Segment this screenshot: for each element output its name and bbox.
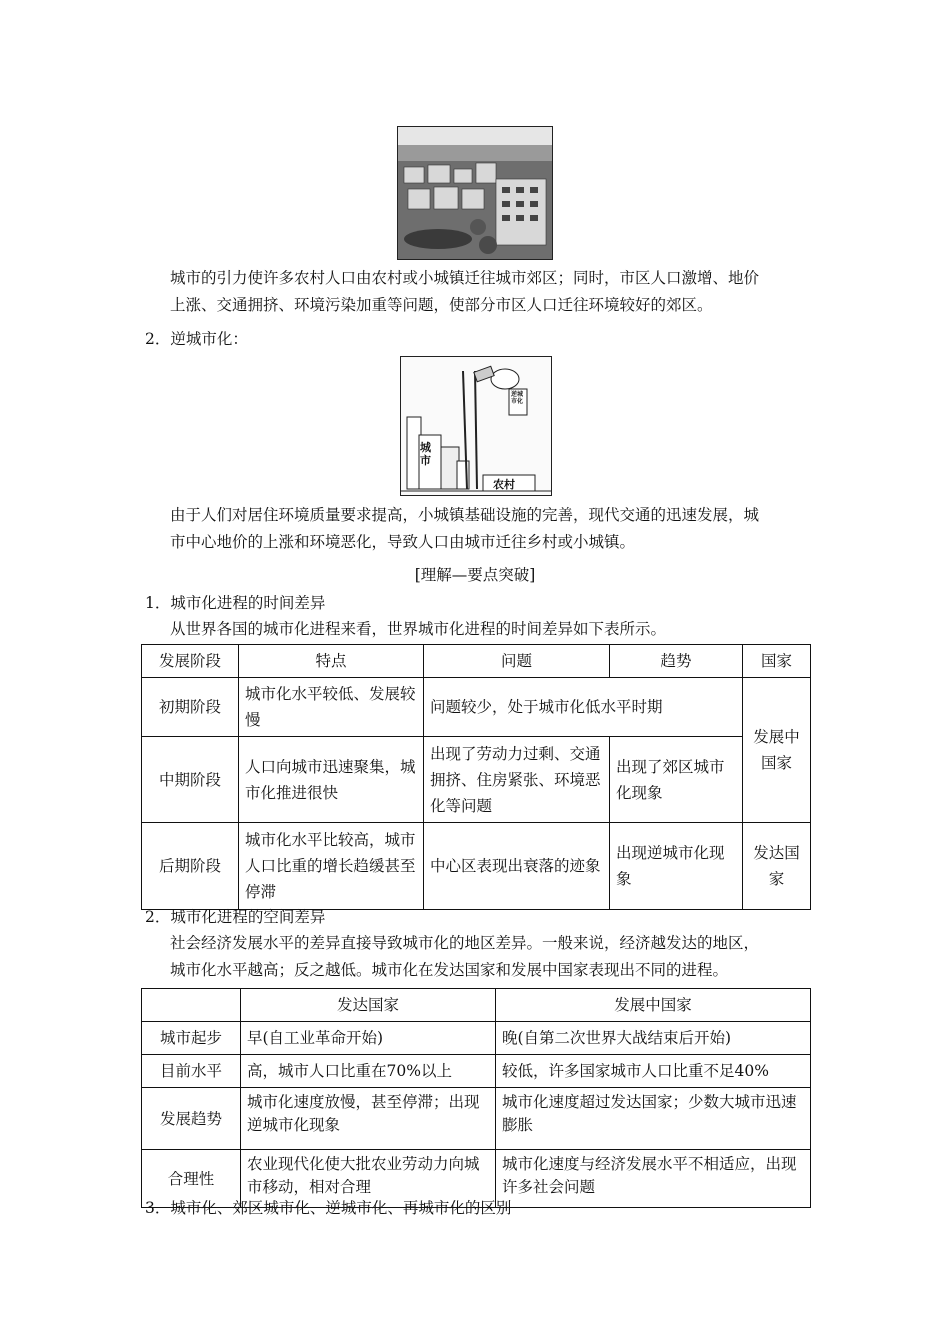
feature-cell: 城市化水平较低、发展较慢 (239, 678, 424, 737)
table-row (142, 1055, 811, 1088)
space-diff-header-row (142, 989, 811, 1022)
time-diff-table (141, 644, 811, 910)
stage-cell: 后期阶段 (142, 823, 239, 910)
time-diff-heading: 1．城市化进程的时间差异 (145, 594, 326, 612)
developed-cell: 高，城市人口比重在70%以上 (241, 1055, 496, 1088)
item-cell: 合理性 (142, 1150, 241, 1208)
item-cell: 发展趋势 (142, 1088, 241, 1150)
table-row (142, 678, 811, 737)
counter-line-2: 市中心地价的上涨和环境恶化，导致人口由城市迁往乡村或小城镇。 (170, 533, 636, 551)
header-developed: 发达国家 (241, 989, 496, 1022)
developing-cell: 晚(自第二次世界大战结束后开始) (496, 1022, 811, 1055)
table-row (142, 1088, 811, 1150)
suburban-line-2: 上涨、交通拥挤、环境污染加重等问题，使部分市区人口迁往环境较好的郊区。 (170, 296, 713, 314)
problem-cell: 出现了劳动力过剩、交通拥挤、住房紧张、环境恶化等问题 (424, 737, 610, 823)
time-diff-intro: 从世界各国的城市化进程来看，世界城市化进程的时间差异如下表所示。 (170, 620, 667, 638)
problem-cell: 中心区表现出衰落的迹象 (424, 823, 610, 910)
stage-cell: 中期阶段 (142, 737, 239, 823)
counter-urbanization-cartoon (400, 356, 552, 496)
table-row (142, 1022, 811, 1055)
space-line-2: 城市化水平越高；反之越低。城市化在发达国家和发展中国家表现出不同的进程。 (170, 961, 729, 979)
time-diff-header-row (142, 645, 811, 678)
suburban-photo (397, 126, 553, 260)
counter-line-1: 由于人们对居住环境质量要求提高，小城镇基础设施的完善，现代交通的迅速发展，城 (170, 506, 760, 524)
developing-cell: 城市化速度与经济发展水平不相适应，出现许多社会问题 (496, 1150, 811, 1208)
developed-cell: 城市化速度放慢，甚至停滞；出现逆城市化现象 (241, 1088, 496, 1150)
stage-cell: 初期阶段 (142, 678, 239, 737)
trend-cell: 出现了郊区城市化现象 (610, 737, 743, 823)
header-developing: 发展中国家 (496, 989, 811, 1022)
item-cell: 城市起步 (142, 1022, 241, 1055)
table-row (142, 737, 811, 823)
trend-cell: 出现逆城市化现象 (610, 823, 743, 910)
developing-cell: 城市化速度超过发达国家；少数大城市迅速膨胀 (496, 1088, 811, 1150)
space-diff-heading: 2．城市化进程的空间差异 (145, 908, 326, 926)
cartoon-label-sign: 逆城市化 (511, 391, 524, 405)
space-diff-table (141, 988, 811, 1208)
header-feature: 特点 (239, 645, 424, 678)
header-empty (142, 989, 241, 1022)
counter-urbanization-heading: 2．逆城市化： (145, 330, 248, 348)
space-line-1: 社会经济发展水平的差异直接导致城市化的地区差异。一般来说，经济越发达的地区， (170, 934, 760, 952)
final-heading: 3．城市化、郊区城市化、逆城市化、再城市化的区别 (145, 1199, 512, 1217)
header-trend: 趋势 (610, 645, 743, 678)
suburban-photo-image (398, 127, 552, 259)
suburban-line-1: 城市的引力使许多农村人口由农村或小城镇迁往城市郊区；同时，市区人口激增、地价 (170, 269, 760, 287)
table-row (142, 823, 811, 910)
feature-cell: 人口向城市迅速聚集，城市化推进很快 (239, 737, 424, 823)
country-cell: 发展中国家 (743, 678, 811, 823)
header-problem: 问题 (424, 645, 610, 678)
developing-cell: 较低，许多国家城市人口比重不足40% (496, 1055, 811, 1088)
header-country: 国家 (743, 645, 811, 678)
section-title: [理解—要点突破] (414, 566, 536, 584)
developed-cell: 早(自工业革命开始) (241, 1022, 496, 1055)
item-cell: 目前水平 (142, 1055, 241, 1088)
problem-cell: 问题较少，处于城市化低水平时期 (424, 678, 743, 737)
cartoon-label-city: 城市 (420, 441, 431, 467)
developed-cell: 农业现代化使大批农业劳动力向城市移动，相对合理 (241, 1150, 496, 1208)
header-stage: 发展阶段 (142, 645, 239, 678)
cartoon-drawing (401, 357, 551, 495)
cartoon-label-village: 农村 (493, 478, 515, 491)
country-cell: 发达国家 (743, 823, 811, 910)
suburban-text (170, 265, 820, 319)
counter-urbanization-text (170, 502, 820, 556)
space-diff-text (170, 930, 820, 984)
feature-cell: 城市化水平比较高，城市人口比重的增长趋缓甚至停滞 (239, 823, 424, 910)
